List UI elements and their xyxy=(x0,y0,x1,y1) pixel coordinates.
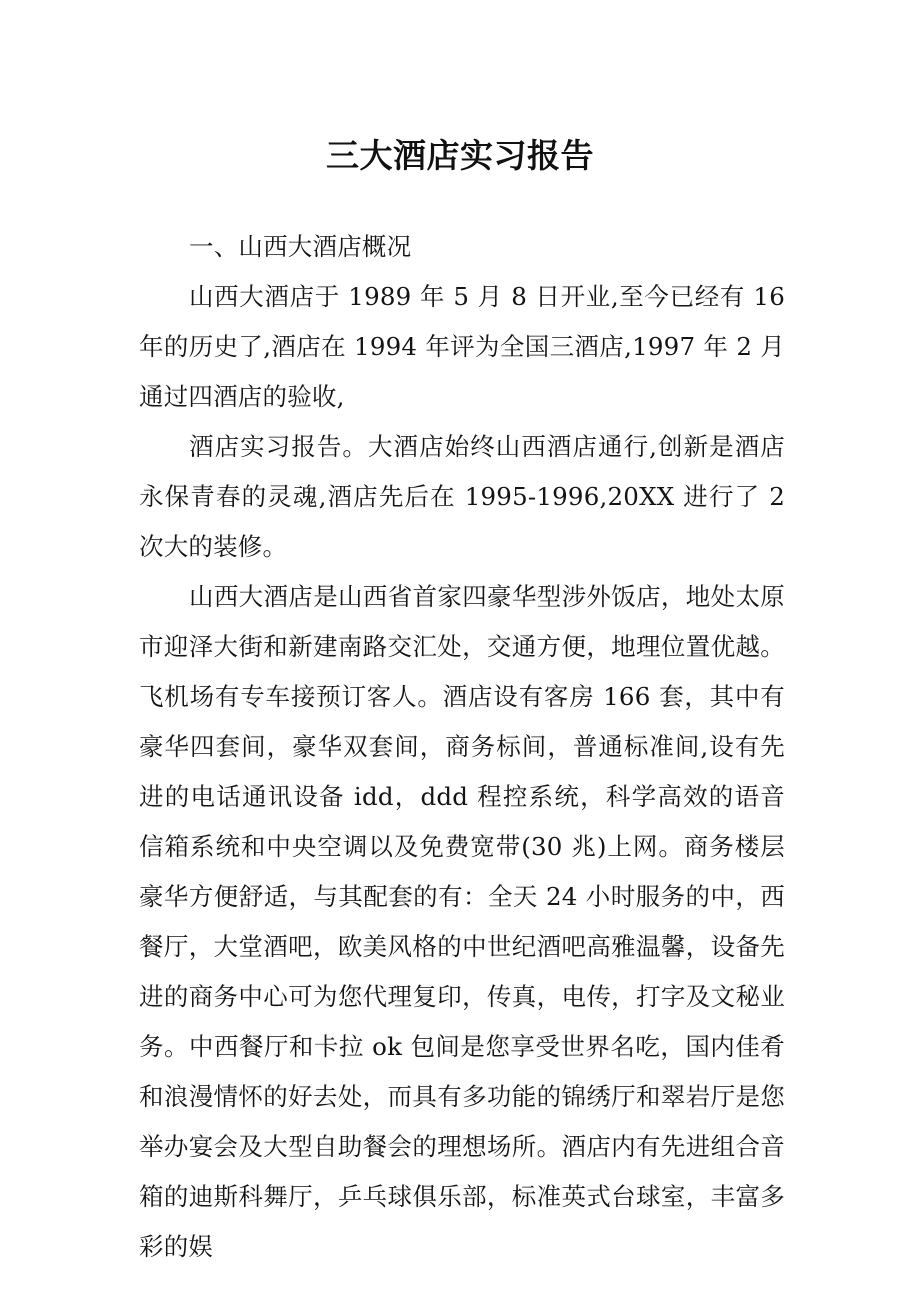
page-title: 三大酒店实习报告 xyxy=(326,136,594,176)
document-body xyxy=(139,222,785,1272)
paragraph-3: 山西大酒店是山西省首家四豪华型涉外饭店，地处太原市迎泽大街和新建南路交汇处，交通方便，地理位置优越。飞机场有专车接预订客人。酒店设有客房 166 套，其中有豪华四套间，豪华双套间，商务标间，普通标准间,设有先进的电话通讯设备 idd，ddd 程控系统，科学高效的语音信箱系统和中央空调以及免费宽带(30 兆)上网。商务楼层豪华方便舒适，与其配套的有：全天 24 小时服务的中，西餐厅，大堂酒吧，欧美风格的中世纪酒吧高雅温馨，设备先进的商务中心可为您代理复印，传真，电传，打字及文秘业务。中西餐厅和卡拉 ok 包间是您享受世界名吃，国内佳肴和浪漫情怀的好去处，而具有多功能的锦绣厅和翠岩厅是您举办宴会及大型自助餐会的理想场所。酒店内有先进组合音箱的迪斯科舞厅，乒乓球俱乐部，标准英式台球室，丰富多彩的娱 xyxy=(139,582,785,1261)
paragraph-1: 山西大酒店于 1989 年 5 月 8 日开业,至今已经有 16 年的历史了,酒店在 1994 年评为全国三酒店,1997 年 2 月通过四酒店的验收, xyxy=(139,282,785,411)
section-heading: 一、山西大酒店概况 xyxy=(189,232,412,261)
paragraph-2: 酒店实习报告。大酒店始终山西酒店通行,创新是酒店永保青春的灵魂,酒店先后在 1995-1996,20XX 进行了 2 次大的装修。 xyxy=(139,432,785,561)
